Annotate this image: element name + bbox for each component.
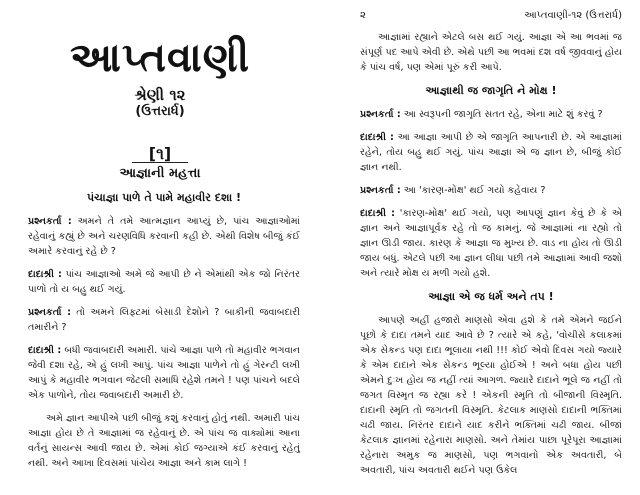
paragraph	[360, 183, 622, 198]
paragraph	[360, 313, 622, 478]
right-page-body	[360, 30, 622, 484]
paragraph-text: આ આજ્ઞા આપી છે એ જાગૃતિ આપનારી છે. એ આજ્ઞામાં રહેને, તોય બહુ થઈ ગયું. પાંચ આજ્ઞા એ જ જ્ઞાન છે, બીજું કોઈ જ્ઞાન નથી.	[360, 132, 622, 173]
speaker-label: પ્રશ્નકર્તા :	[360, 185, 401, 196]
part-label: (ઉત્તરાર્ધ)	[135, 104, 185, 119]
right-page	[320, 0, 640, 495]
paragraph-text: આ 'કારણ-મોક્ષ' થઈ ગયો કહેવાય ?	[400, 185, 546, 196]
paragraph	[28, 343, 300, 403]
chapter-title: આજ્ઞાની મહત્તા	[119, 166, 201, 181]
speaker-label: દાદાશ્રી :	[28, 269, 62, 280]
paragraph-text: બધી જવાબદારી અમારી. પાંચે આજ્ઞા પાળે તો મહાવીર ભગવાન જેવી દશા રહે, એ હું લખી આપું. પાંચ આજ્ઞા પાળેને તો હું ગેરન્ટી લખી આપું કે મહાવીર ભગવાન જેટલી સમાધિ રહેશે તમને ! પણ પાંચને બદલે એક પાળોને, તોય જવાબદારી અમારી છે.	[28, 345, 300, 401]
paragraph	[28, 411, 300, 471]
paragraph	[360, 130, 622, 175]
paragraph-text: અમને તે તમે આત્મજ્ઞાન આપ્યું છે, પાંચ આજ્ઞાઓમાં રહેવાનું કહ્યું છે અને ચરણવિધિ કરવાની કહી છે. એથી વિશેષ બીજું કંઈ અમારે કરવાનું રહે છે ?	[28, 216, 300, 257]
paragraph-text: અમે જ્ઞાન આપીએ પછી બીજું કશું કરવાનું હોતું નથી. અમારી પાંચ આજ્ઞા હોય છે તે આજ્ઞામાં જ રહેવાનું છે. એ પાંચ જ વાક્યોમાં આના વર્તનું સાયન્સ આવી જાય છે. એમાં કોઈ જગ્યાએ કંઈ કરવાનું રહેતું નથી. અને આખા દિવસમાં પાંચેય આજ્ઞા અને કામ લાગે !	[28, 413, 300, 469]
paragraph	[360, 206, 622, 281]
speaker-label: પ્રશ્નકર્તા :	[28, 216, 72, 227]
speaker-label: દાદાશ્રી :	[28, 345, 62, 356]
section-heading: પંચાજ્ઞા પાળે તે પામે મહાવીર દશા !	[87, 191, 241, 204]
speaker-label: દાદાશ્રી :	[360, 132, 394, 143]
speaker-label: પ્રશ્નકર્તા :	[28, 307, 71, 318]
paragraph-text: આજ્ઞામાં રહ્યાને એટલે બસ થઈ ગયું. આજ્ઞા એ આ ભવમાં જ સંપૂર્ણ પદ આપે એવી છે. એથે પછી આ ભવમાં દશ વર્ષ જીવવાનું હોય કે પાંચ વર્ષ, પણ એમાં પૂરું કરી આપે.	[360, 32, 622, 73]
left-page-body	[28, 190, 300, 479]
page-number: ૨	[360, 10, 366, 21]
paragraph-text: 'કારણ-મોક્ષ' થઈ ગયો, પણ આપણું જ્ઞાન કેવું છે કે એ જ્ઞાન અને આજ્ઞાપૂર્વક રહે તો જ કામનું. જે આજ્ઞામાં ના રહ્યો તો જ્ઞાન ઊડી જાય. કારણ કે આજ્ઞા જ મુખ્ય છે. વાડ ના હોય તો ઊડી જાય બધું. એટલે પછી આ જ્ઞાન લીધા પછી તમે આજ્ઞામાં આવી જશો અને ત્યારે મોક્ષ ય મળી ગયો હશે.	[360, 208, 622, 279]
speaker-label: પ્રશ્નકર્તા :	[360, 109, 401, 120]
section-heading: આજ્ઞા એ જ ધર્મ અને તપ !	[428, 290, 554, 303]
paragraph	[360, 30, 622, 75]
section-heading: આજ્ઞાથી જ જાગૃતિ ને મોક્ષ !	[425, 84, 557, 97]
speaker-label: દાદાશ્રી :	[360, 208, 395, 219]
paragraph	[28, 305, 300, 335]
chapter-number: [૧]	[148, 144, 172, 163]
paragraph-text: આ સ્વરૂપની જાગૃતિ સતત રહે, એના માટે શું કરવું ?	[400, 109, 603, 120]
paragraph	[28, 267, 300, 297]
running-header: આપ્તવાણી-૧૨ (ઉત્તરાર્ધ)	[524, 10, 622, 21]
chapter-divider	[132, 162, 188, 163]
paragraph-text: પાંચ આજ્ઞાઓ અમે જે આપી છે ને એમાંથી એક જો નિરંતર પાળો તો ય બહુ થઈ ગયું.	[28, 269, 300, 295]
paragraph-text: આપણે અહીં હજારો માણસો એવા હશે કે તમે એમને જઈને પૂછો કે દાદા તમને યાદ આવે છે ? ત્યારે એ કહે, 'વોચીસે કલાકમાં એક સેકન્ડ પણ દાદા ભૂલાયા નથી !!! કોઈ એવો દિવસ ગયો જ્યારે કે એમ દાદાને એક સેકન્ડ ભૂલ્યા હોઈએ ! અને બધા હોય પછી એમને દુઃખ હોય જ નહીં ત્યાં આગળ. જ્યારે દાદાને ભૂલે જ નહીં તો જગત વિસ્મૃત જ રહ્યા કરે ! એકની સ્મૃતિ તો બીજાની વિસ્મૃતિ. દાદાની સ્મૃતિ તો જગતની વિસ્મૃતિ. કેટલાક માણસો દાદાની ભક્તિમાં ચઢી જાય. નિરંતર દાદાને યાદ કરીને ભક્તિમાં ચઢી જાય. બીજાં કેટલાક જ્ઞાનમાં રહેનારા માણસો. અને તેમાંય પાછા પૂરેપૂરા આજ્ઞામાં રહેનારા અમુક જ માણસો, પણ ભગવાનો એક અવતારી, બે અવતારી, પાંચ અવતારી થઈને પણ ઉકેલ	[360, 315, 622, 476]
series-label: શ્રેણી ૧૨	[134, 86, 186, 104]
paragraph	[28, 214, 300, 259]
book-title: આપ્તવાણી	[69, 35, 251, 81]
page-header	[360, 8, 622, 24]
paragraph	[360, 107, 622, 122]
paragraph-text: તો અમને લિફ્ટમાં બેસાડી દેશોને ? બાકીની જવાબદારી તમારીને ?	[28, 307, 300, 333]
